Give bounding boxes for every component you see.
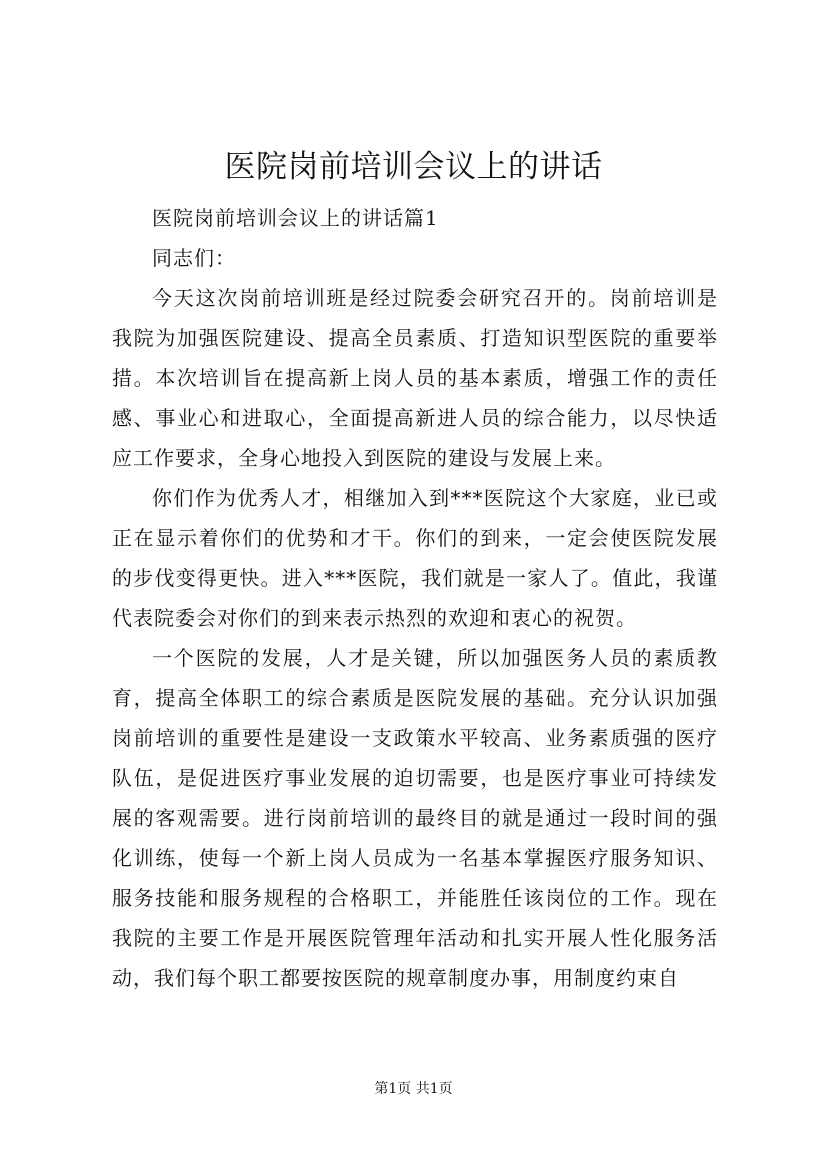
page-title: 医院岗前培训会议上的讲话 [224, 149, 603, 185]
body-paragraph: 你们作为优秀人才，相继加入到***医院这个大家庭，业已或正在显示着你们的优势和才干。你们的到来，一定会使医院发展的步伐变得更快。进入***医院，我们就是一家人了。值此，我谨代表院委会对你们的到来表示热烈的欢迎和衷心的祝贺。 [112, 486, 718, 630]
body-paragraph: 今天这次岗前培训班是经过院委会研究召开的。岗前培训是我院为加强医院建设、提高全员素质、打造知识型医院的重要举措。本次培训旨在提高新上岗人员的基本素质，增强工作的责任感、事业心和进取心，全面提高新进人员的综合能力，以尽快适应工作要求，全身心地投入到医院的建设与发展上来。 [112, 286, 718, 470]
salutation-paragraph: 同志们： [152, 246, 236, 270]
document-body [112, 198, 718, 998]
body-paragraph: 一个医院的发展，人才是关键，所以加强医务人员的素质教育，提高全体职工的综合素质是医院发展的基础。充分认识加强岗前培训的重要性是建设一支政策水平较高、业务素质强的医疗队伍，是促进医疗事业发展的迫切需要，也是医疗事业可持续发展的客观需要。进行岗前培训的最终目的就是通过一段时间的强化训练，使每一个新上岗人员成为一名基本掌握医疗服务知识、服务技能和服务规程的合格职工，并能胜任该岗位的工作。现在我院的主要工作是开展医院管理年活动和扎实开展人性化服务活动，我们每个职工都要按医院的规章制度办事，用制度约束自 [112, 646, 718, 990]
subtitle-paragraph: 医院岗前培训会议上的讲话篇1 [152, 206, 439, 230]
page-footer: 第1页 共1页 [374, 1081, 453, 1097]
